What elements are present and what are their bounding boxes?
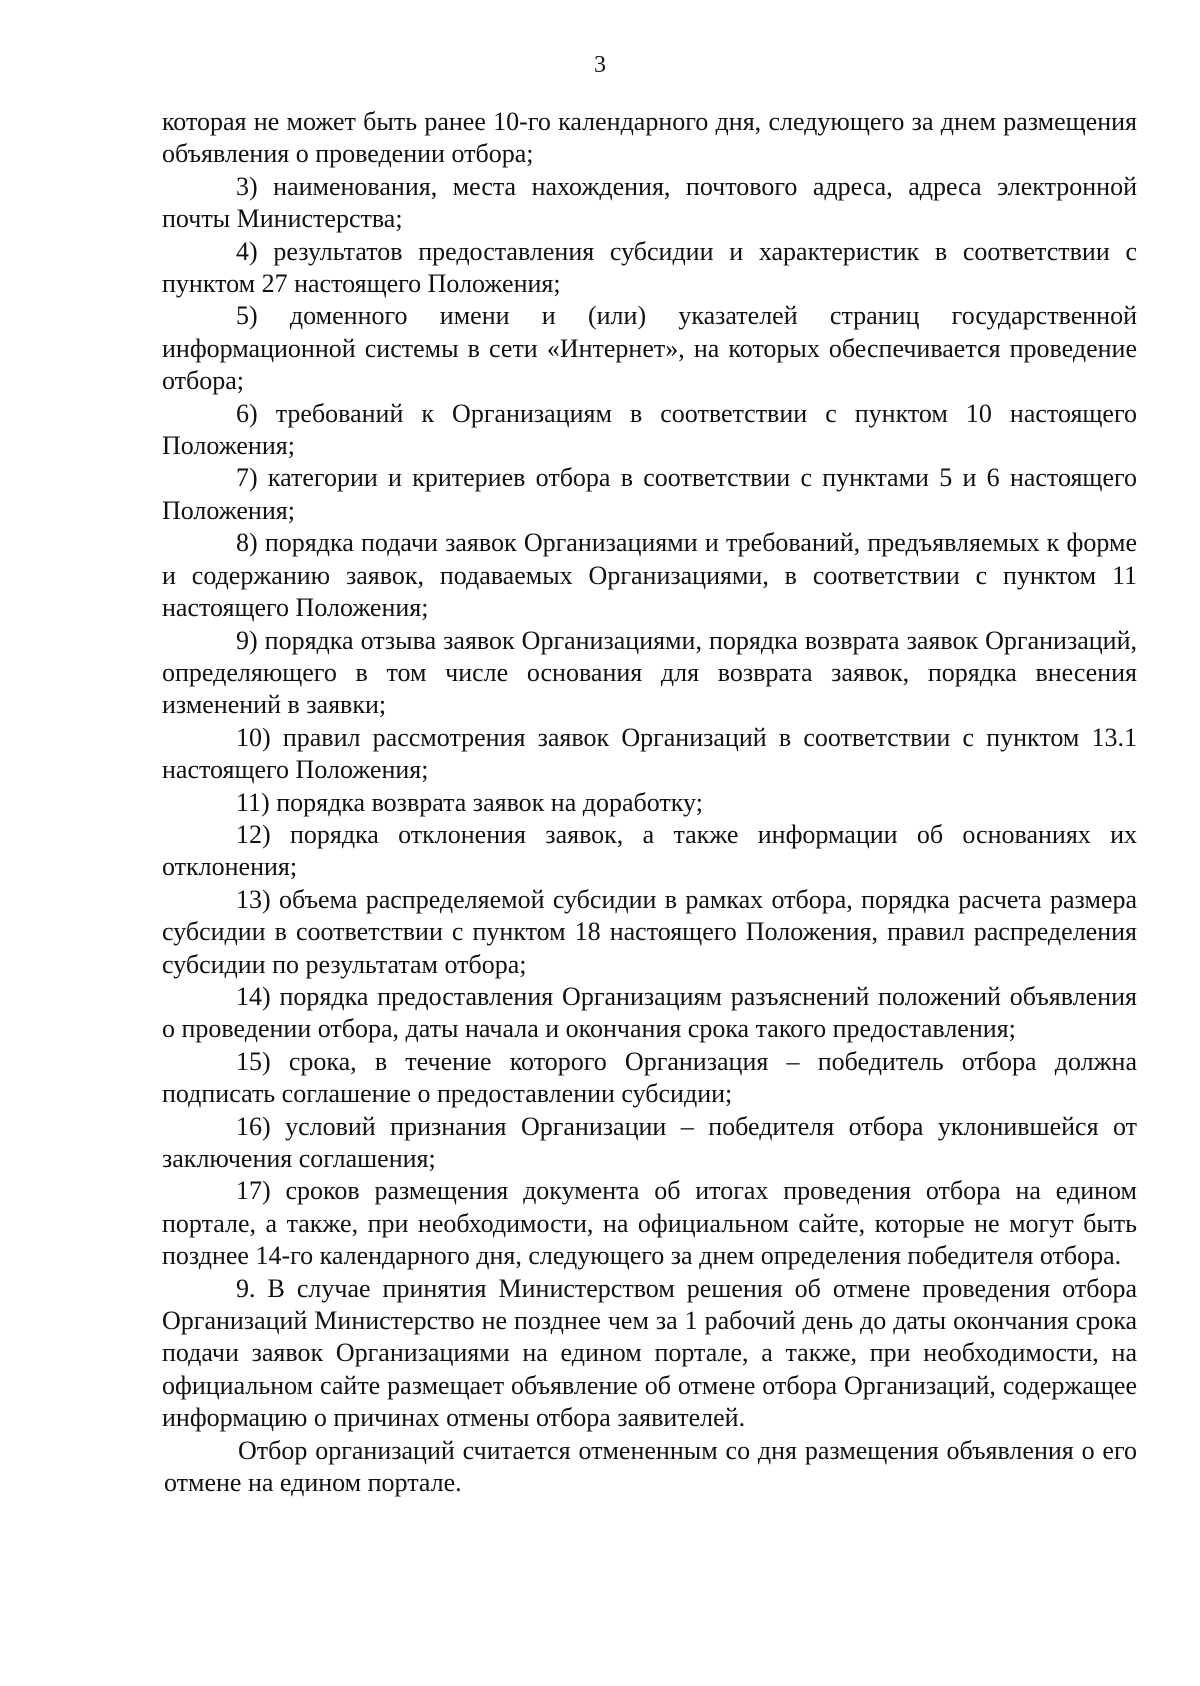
list-item-3: 3) наименования, места нахождения, почтового адреса, адреса электронной почты Министерства; [162,171,1137,234]
list-item-6: 6) требований к Организациям в соответствии с пунктом 10 настоящего Положения; [162,398,1137,461]
list-item-5: 5) доменного имени и (или) указателей страниц государственной информационной системы в сети «Интернет», на которых обеспечивается проведение отбора; [162,301,1137,396]
list-item-7: 7) категории и критериев отбора в соответствии с пунктами 5 и 6 настоящего Положения; [162,463,1137,525]
paragraph-continuation: которая не может быть ранее 10-го календарного дня, следующего за днем размещения объявления о проведении отбора; [162,107,1137,169]
closing-paragraph: Отбор организаций считается отмененным со дня размещения объявления о его отмене на едином портале. [164,1435,1137,1498]
list-item-17: 17) сроков размещения документа об итогах проведения отбора на едином портале, а также, при необходимости, на официальном сайте, которые не могут быть позднее 14-го календарного дня, следующего за днем определения победителя отбора. [162,1176,1137,1271]
list-item-4: 4) результатов предоставления субсидии и характеристик в соответствии с пунктом 27 настоящего Положения; [162,236,1137,299]
document-body [162,106,1137,1499]
section-9-paragraph: 9. В случае принятия Министерством решения об отмене проведения отбора Организаций Министерство не позднее чем за 1 рабочий день до даты окончания срока подачи заявок Организациями на едином портале, а также, при необходимости, на официальном сайте размещает объявление об отмене отбора Организаций, содержащее информацию о причинах отмены отбора заявителей. [162,1273,1137,1433]
list-item-9: 9) порядка отзыва заявок Организациями, порядка возврата заявок Организаций, определяющего в том числе основания для возврата заявок, порядка внесения изменений в заявки; [162,625,1137,720]
list-item-12: 12) порядка отклонения заявок, а также информации об основаниях их отклонения; [162,819,1137,882]
list-item-8: 8) порядка подачи заявок Организациями и требований, предъявляемых к форме и содержанию заявок, подаваемых Организациями, в соответствии с пунктом 11 настоящего Положения; [162,528,1137,623]
page-number: 3 [594,52,606,78]
list-item-13: 13) объема распределяемой субсидии в рамках отбора, порядка расчета размера субсидии в соответствии с пунктом 18 настоящего Положения, правил распределения субсидии по результатам отбора; [162,884,1137,979]
list-item-15: 15) срока, в течение которого Организация – победитель отбора должна подписать соглашение о предоставлении субсидии; [162,1046,1137,1109]
list-item-14: 14) порядка предоставления Организациям разъяснений положений объявления о проведении отбора, даты начала и окончания срока такого предоставления; [162,981,1137,1044]
list-item-11: 11) порядка возврата заявок на доработку; [236,787,703,817]
list-item-16: 16) условий признания Организации – победителя отбора уклонившейся от заключения соглашения; [162,1111,1137,1173]
list-item-10: 10) правил рассмотрения заявок Организаций в соответствии с пунктом 13.1 настоящего Положения; [162,722,1137,785]
